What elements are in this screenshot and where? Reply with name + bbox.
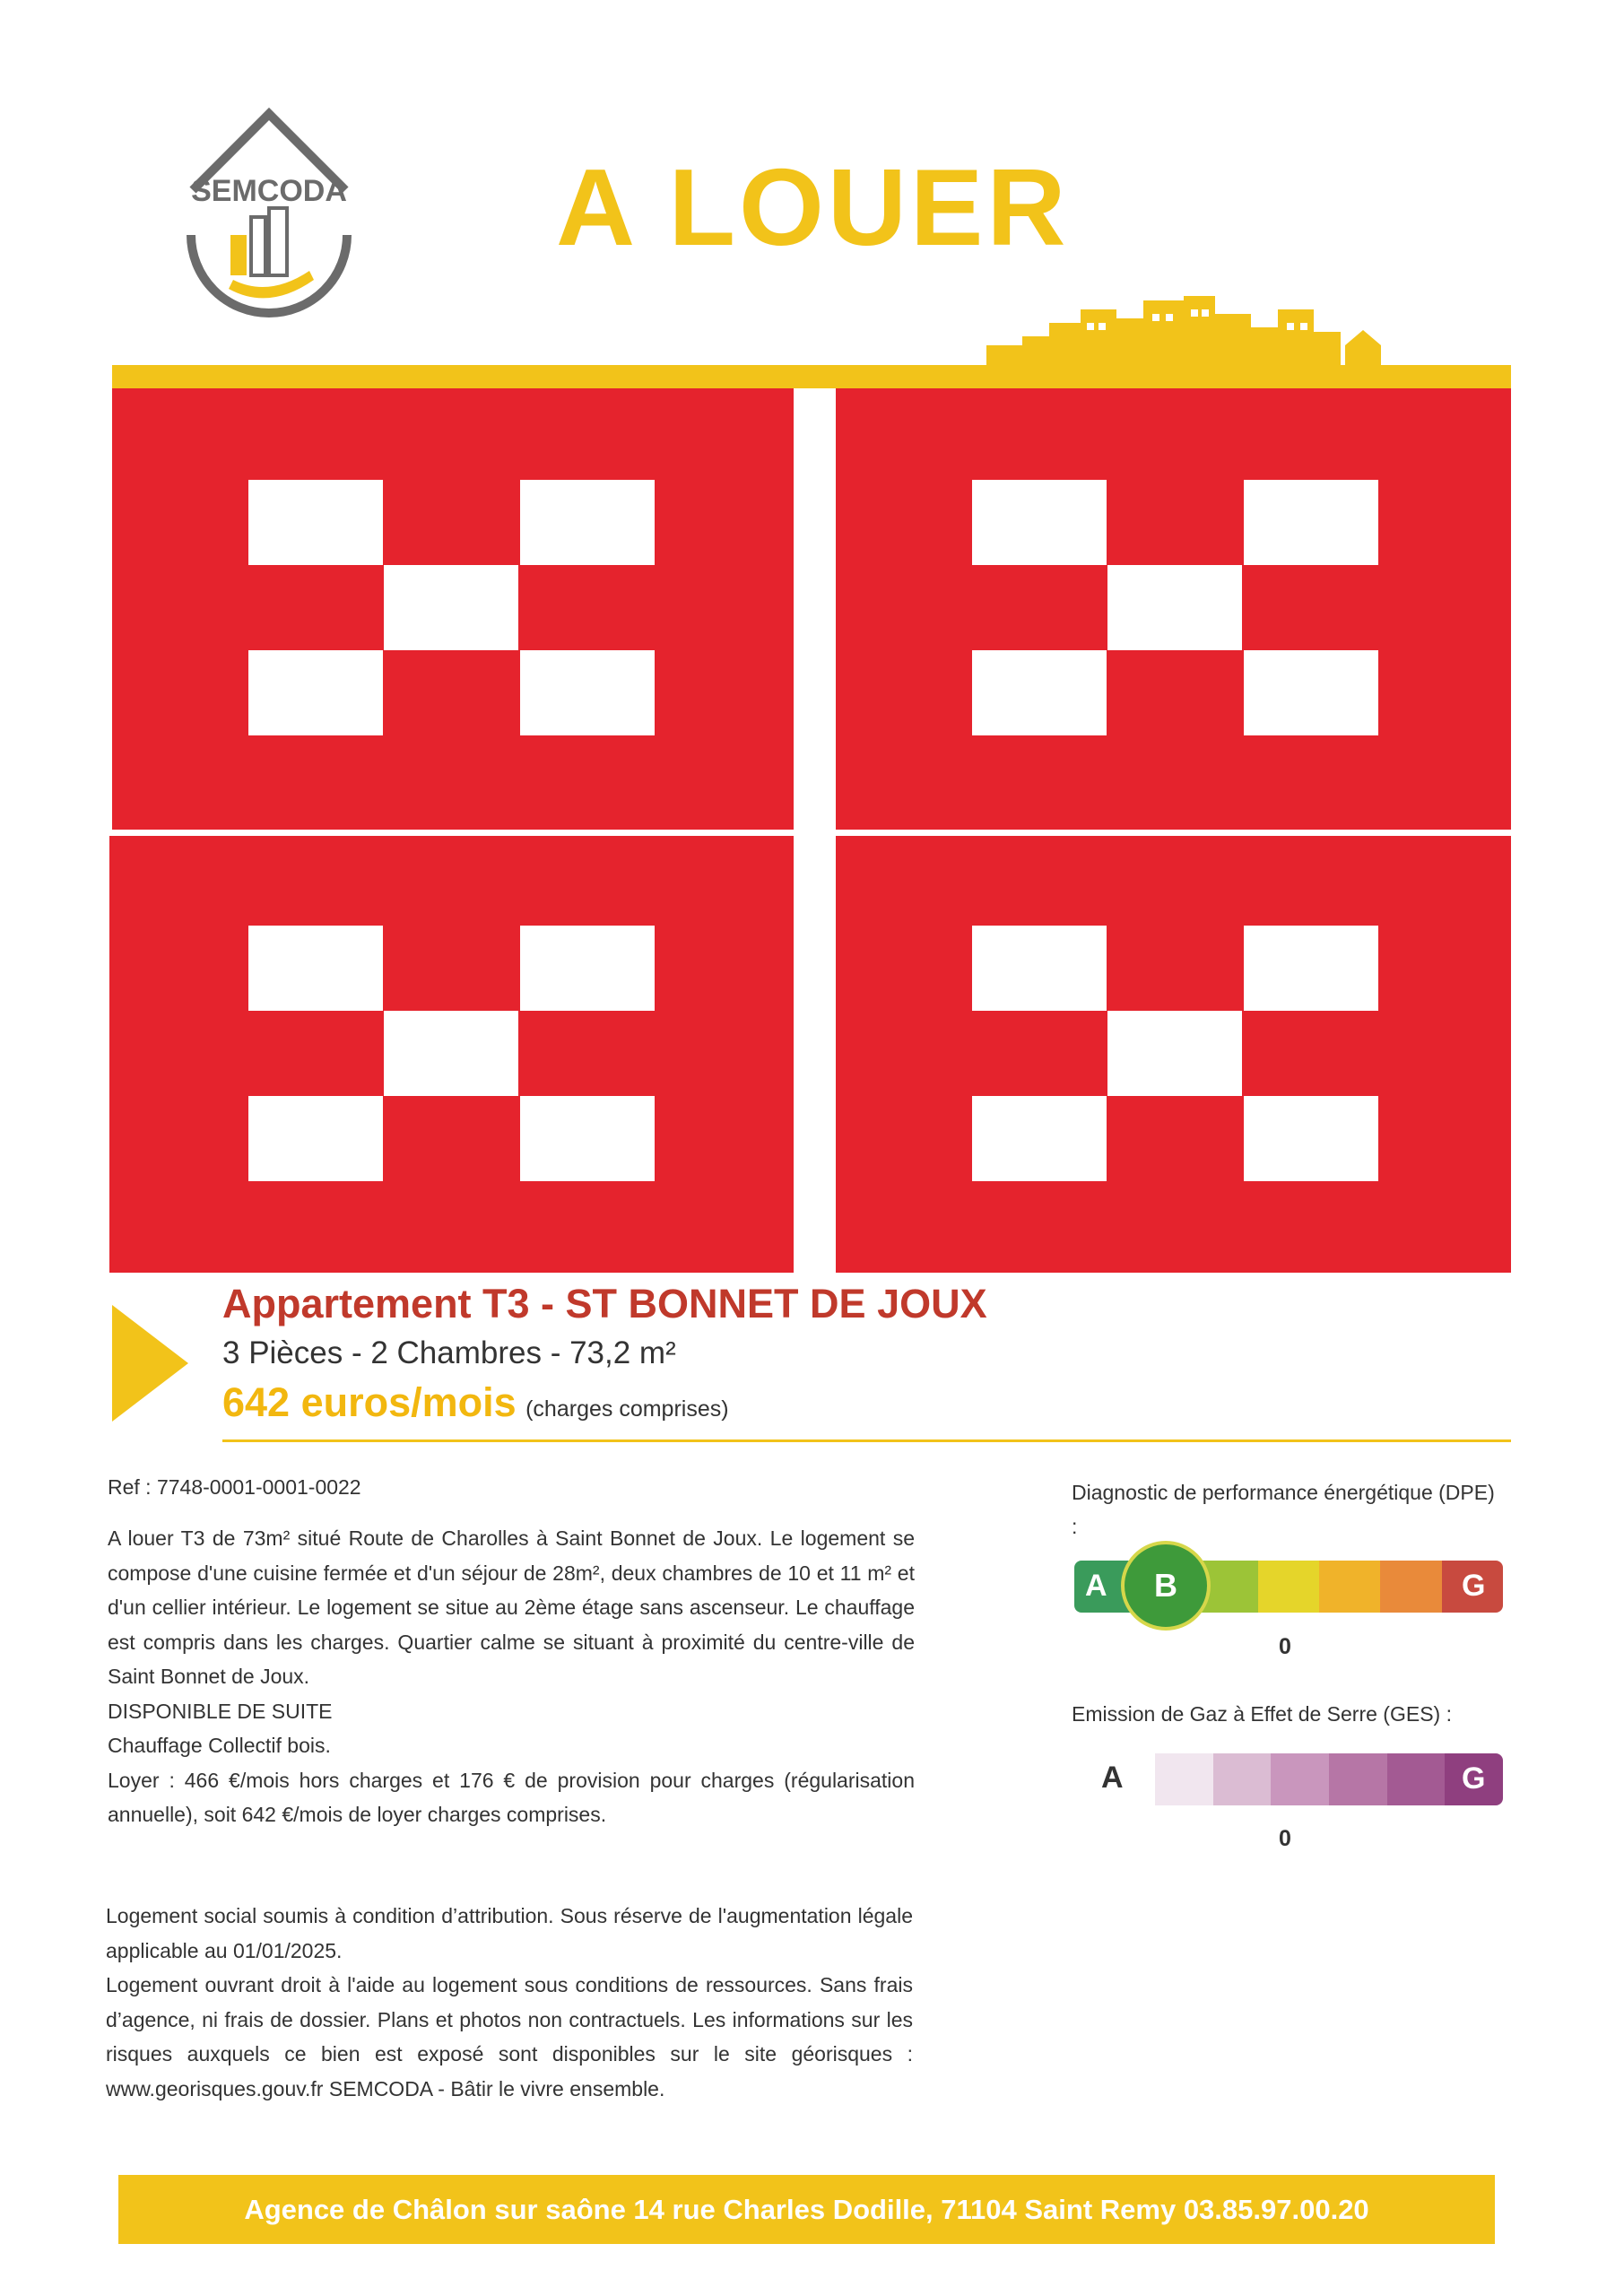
skyline-icon — [986, 296, 1390, 368]
price-value: 642 euros/mois — [222, 1379, 517, 1425]
dpe-scale-segment — [1319, 1561, 1380, 1613]
rent-details: Loyer : 466 €/mois hors charges et 176 € de provision pour charges (régularisation annuelle), soit 642 €/mois de loyer charges comprises. — [108, 1768, 915, 1826]
dpe-selected-class: B — [1121, 1541, 1211, 1631]
legal-notice — [106, 1899, 913, 2106]
photo-placeholder — [112, 388, 794, 830]
footer-bar — [118, 2175, 1495, 2244]
listing-title: Appartement T3 - ST BONNET DE JOUX — [222, 1281, 987, 1326]
description — [108, 1521, 915, 1832]
ges-label: Emission de Gaz à Effet de Serre (GES) : — [1072, 1702, 1452, 1726]
header-bar — [112, 365, 1511, 388]
ges-scale-segment — [1329, 1753, 1387, 1805]
page-title: A LOUER — [556, 146, 1070, 268]
photo-placeholder — [836, 836, 1511, 1273]
legal-line: Logement social soumis à condition d’attribution. Sous réserve de l'augmentation légale applicable au 01/01/2025. — [106, 1904, 913, 1962]
ges-scale-segment — [1213, 1753, 1272, 1805]
dpe-scale-segment — [1258, 1561, 1319, 1613]
legal-line: Logement ouvrant droit à l'aide au logement sous conditions de ressources. Sans frais d’agence, ni frais de dossier. Plans et photos non contractuels. Les informations sur les risques auxquels ce bien est exposé sont disponibles sur le site géorisques : www.georisques.gouv.fr SEMCODA - Bâtir le vivre ensemble. — [106, 1973, 913, 2100]
ges-letter-first: A — [1101, 1761, 1124, 1795]
listing-price — [222, 1379, 729, 1426]
ges-scale-segment — [1271, 1753, 1329, 1805]
ges-scale-segment — [1387, 1753, 1446, 1805]
divider — [222, 1439, 1511, 1442]
photo-placeholder — [109, 836, 794, 1273]
availability: DISPONIBLE DE SUITE — [108, 1699, 333, 1723]
ges-scale — [1155, 1753, 1503, 1805]
ges-scale-segment — [1155, 1753, 1213, 1805]
ges-value: 0 — [1279, 1826, 1291, 1851]
listing-subtitle: 3 Pièces - 2 Chambres - 73,2 m² — [222, 1335, 676, 1370]
agency-address: Agence de Châlon sur saône 14 rue Charles Dodille, 71104 Saint Remy 03.85.97.00.20 — [244, 2193, 1369, 2225]
dpe-letter-last: G — [1462, 1569, 1486, 1603]
ges-letter-last: G — [1462, 1761, 1486, 1796]
reference-number: Ref : 7748-0001-0001-0022 — [108, 1475, 361, 1499]
semcoda-logo — [166, 100, 372, 343]
svg-text:SEMCODA: SEMCODA — [191, 174, 347, 208]
heating: Chauffage Collectif bois. — [108, 1734, 331, 1757]
description-text: A louer T3 de 73m² situé Route de Charolles à Saint Bonnet de Joux. Le logement se compose d'une cuisine fermée et d'un séjour de 28m², deux chambres de 10 et 11 m² et d'un cellier intérieur. Le logement se situe au 2ème étage sans ascenseur. Le chauffage est compris dans les charges. Quartier calme se situant à proximité du centre-ville de Saint Bonnet de Joux. — [108, 1526, 915, 1688]
price-note: (charges comprises) — [525, 1396, 729, 1422]
dpe-letter-first: A — [1085, 1569, 1107, 1603]
dpe-label: Diagnostic de performance énergétique (DPE) : — [1072, 1481, 1495, 1538]
arrow-marker-icon — [112, 1305, 188, 1422]
dpe-scale-segment — [1380, 1561, 1441, 1613]
photo-placeholder — [836, 388, 1511, 830]
dpe-value: 0 — [1279, 1634, 1291, 1659]
